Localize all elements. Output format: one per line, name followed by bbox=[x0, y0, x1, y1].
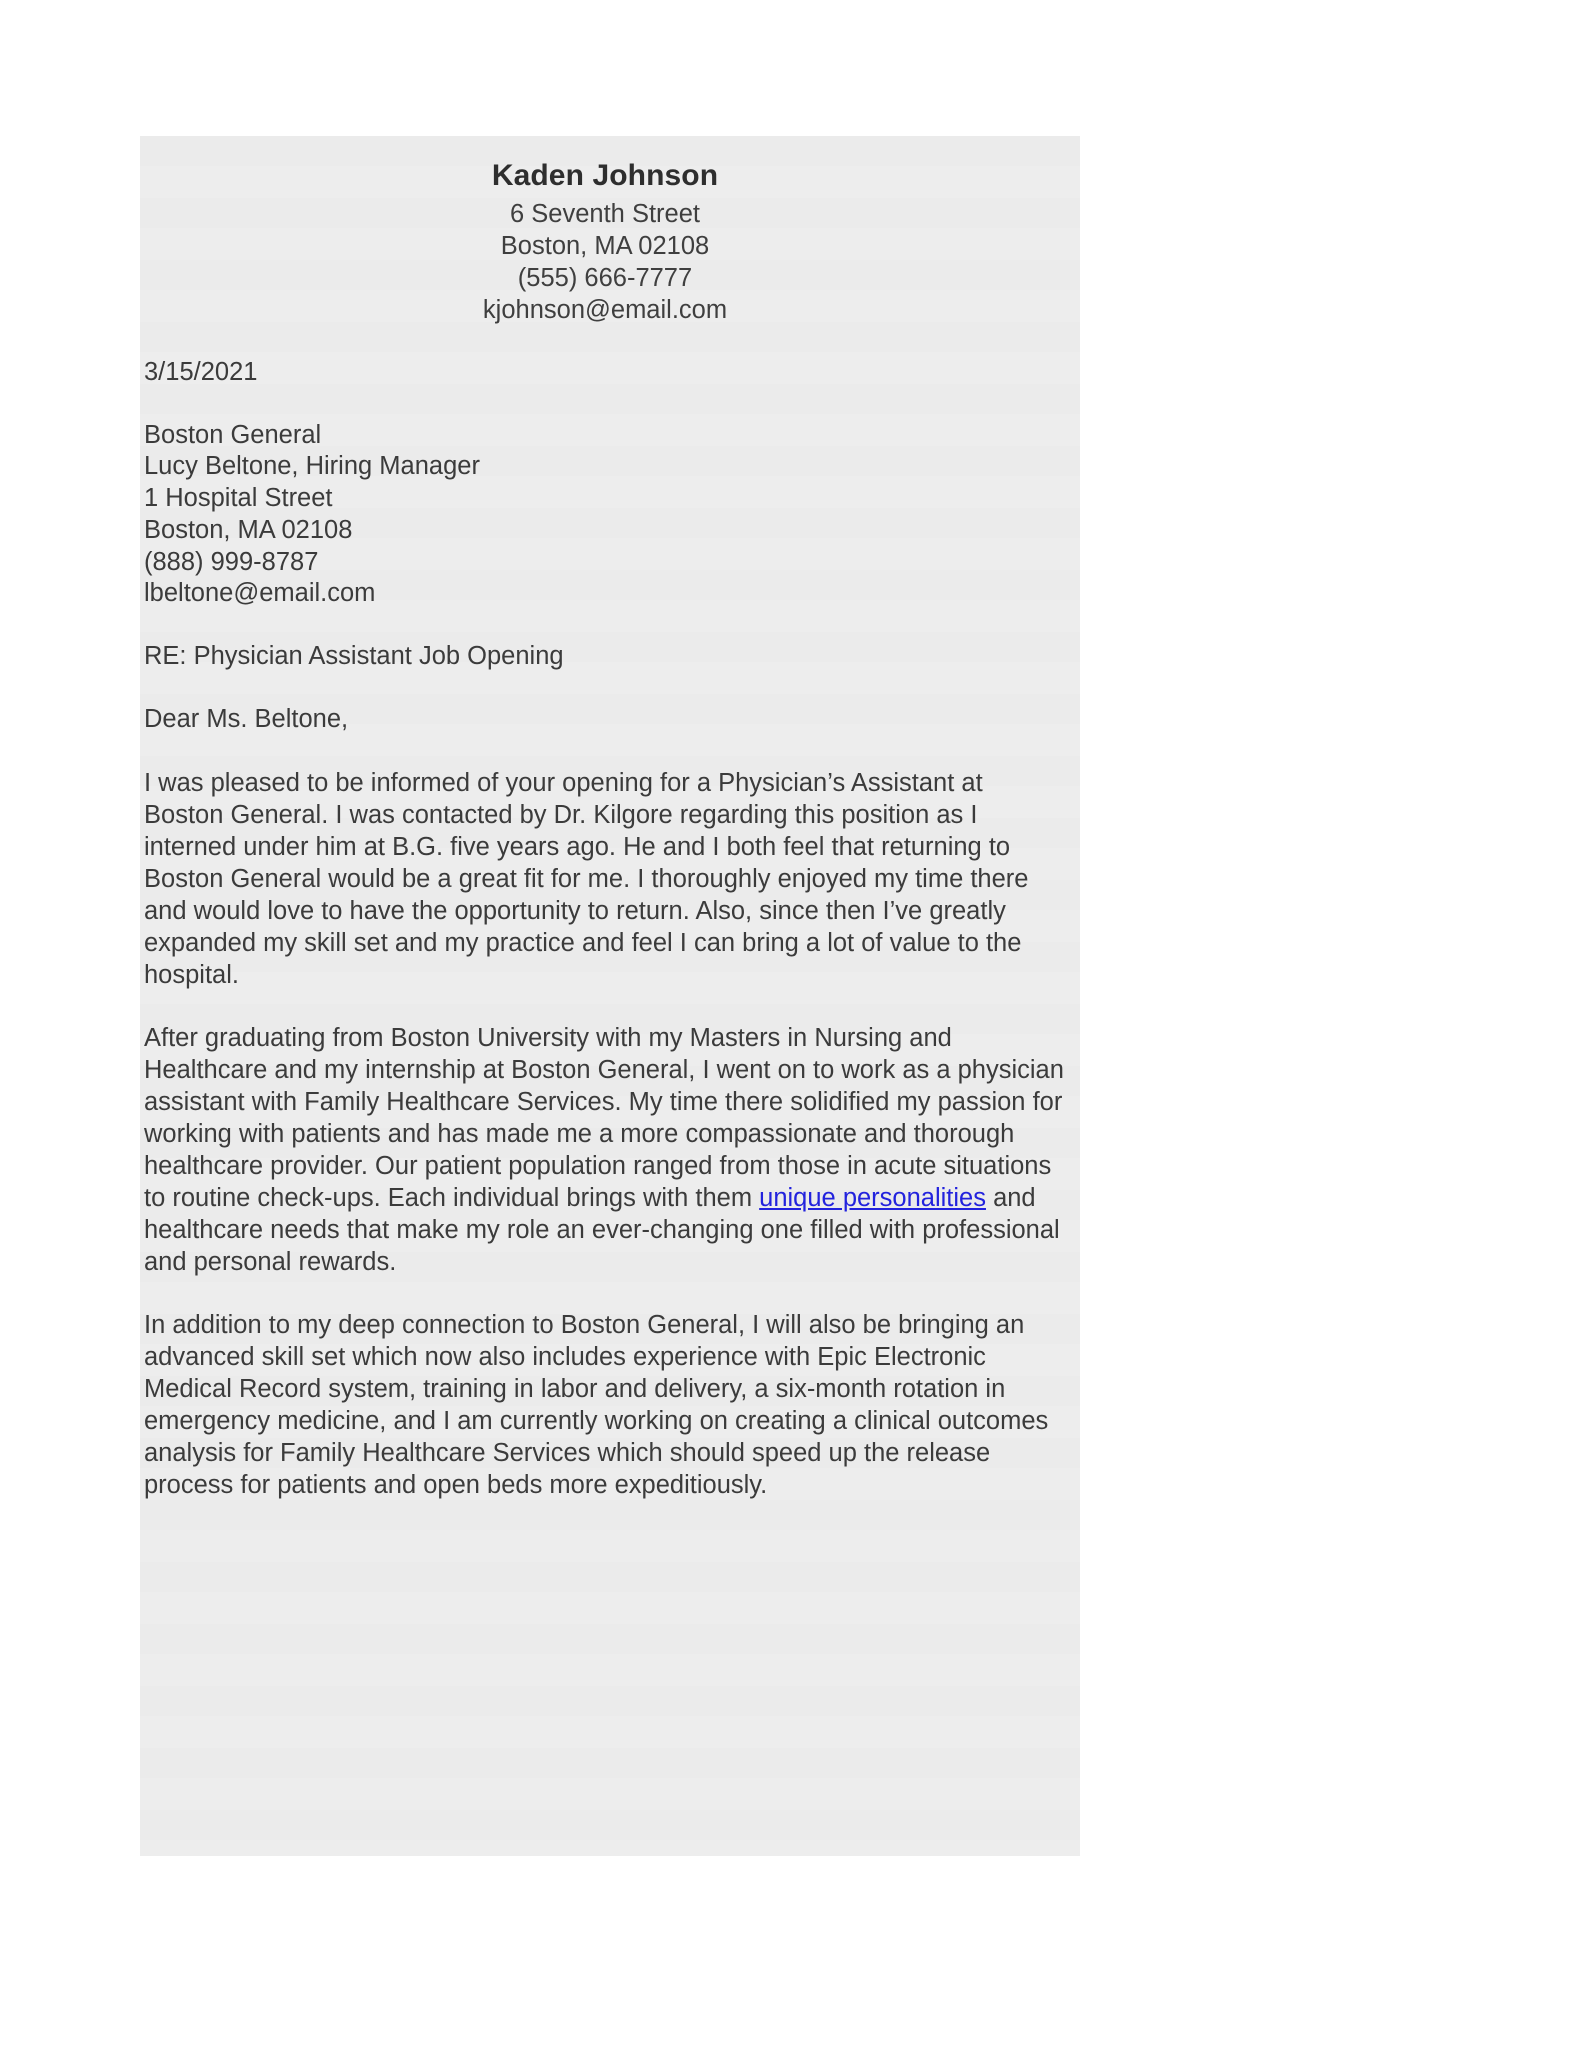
recipient-block bbox=[144, 420, 1066, 610]
sender-name: Kaden Johnson bbox=[491, 159, 719, 192]
sender-email: kjohnson@email.com bbox=[482, 296, 728, 324]
date-block bbox=[144, 357, 1066, 389]
spacer bbox=[144, 326, 1066, 357]
body-paragraph-2 bbox=[144, 1022, 1066, 1278]
cover-letter-document bbox=[140, 136, 1080, 1856]
recipient-city-state-zip: Boston, MA 02108 bbox=[144, 515, 353, 544]
sender-street: 6 Seventh Street bbox=[510, 200, 700, 228]
body-paragraph-2-text-before-link: After graduating from Boston University with my Masters in Nursing and Healthcare and my internship at Boston General, I went on to work as a physician assistant with Family Healthcare Services. My time there solidified my passion for working with patients and has made me a more compassionate and thorough healthcare provider. Our patient population ranged from those in acute situations to routine check-ups. Each individual brings with them bbox=[144, 1023, 1064, 1212]
spacer bbox=[144, 389, 1066, 420]
recipient-organization: Boston General bbox=[144, 420, 322, 449]
body-paragraph-2-text-after-link: and healthcare needs that make my role an ever-changing one filled with professional and personal rewards. bbox=[144, 1183, 1060, 1276]
sender-phone: (555) 666-7777 bbox=[517, 264, 693, 292]
spacer bbox=[144, 673, 1066, 704]
recipient-street: 1 Hospital Street bbox=[144, 484, 333, 513]
spacer bbox=[144, 1278, 1066, 1309]
subject-block bbox=[144, 641, 1066, 673]
spacer bbox=[144, 991, 1066, 1022]
subject-line: RE: Physician Assistant Job Opening bbox=[144, 642, 564, 671]
spacer bbox=[144, 736, 1066, 767]
unique-personalities-link[interactable]: unique personalities bbox=[759, 1183, 986, 1212]
salutation-block bbox=[144, 704, 1066, 736]
salutation: Dear Ms. Beltone, bbox=[144, 704, 349, 733]
recipient-phone: (888) 999-8787 bbox=[144, 547, 319, 576]
sender-city-state-zip: Boston, MA 02108 bbox=[500, 232, 710, 260]
body-paragraph-1: I was pleased to be informed of your opening for a Physician’s Assistant at Boston General. I was contacted by Dr. Kilgore regarding this position as I interned under him at B.G. five years ago. He and I both feel that returning to Boston General would be a great fit for me. I thoroughly enjoyed my time there and would love to have the opportunity to return. Also, since then I’ve greatly expanded my skill set and my practice and feel I can bring a lot of value to the hospital. bbox=[144, 768, 1029, 989]
letterhead bbox=[144, 158, 1066, 326]
letter-date: 3/15/2021 bbox=[144, 358, 258, 386]
spacer bbox=[144, 610, 1066, 641]
body-paragraph-3: In addition to my deep connection to Boston General, I will also be bringing an advanced skill set which now also includes experience with Epic Electronic Medical Record system, training in labor and delivery, a six-month rotation in emergency medicine, and I am currently working on creating a clinical outcomes analysis for Family Healthcare Services which should speed up the release process for patients and open beds more expeditiously. bbox=[144, 1310, 1049, 1499]
recipient-email: lbeltone@email.com bbox=[144, 579, 376, 608]
recipient-name-title: Lucy Beltone, Hiring Manager bbox=[144, 452, 480, 481]
